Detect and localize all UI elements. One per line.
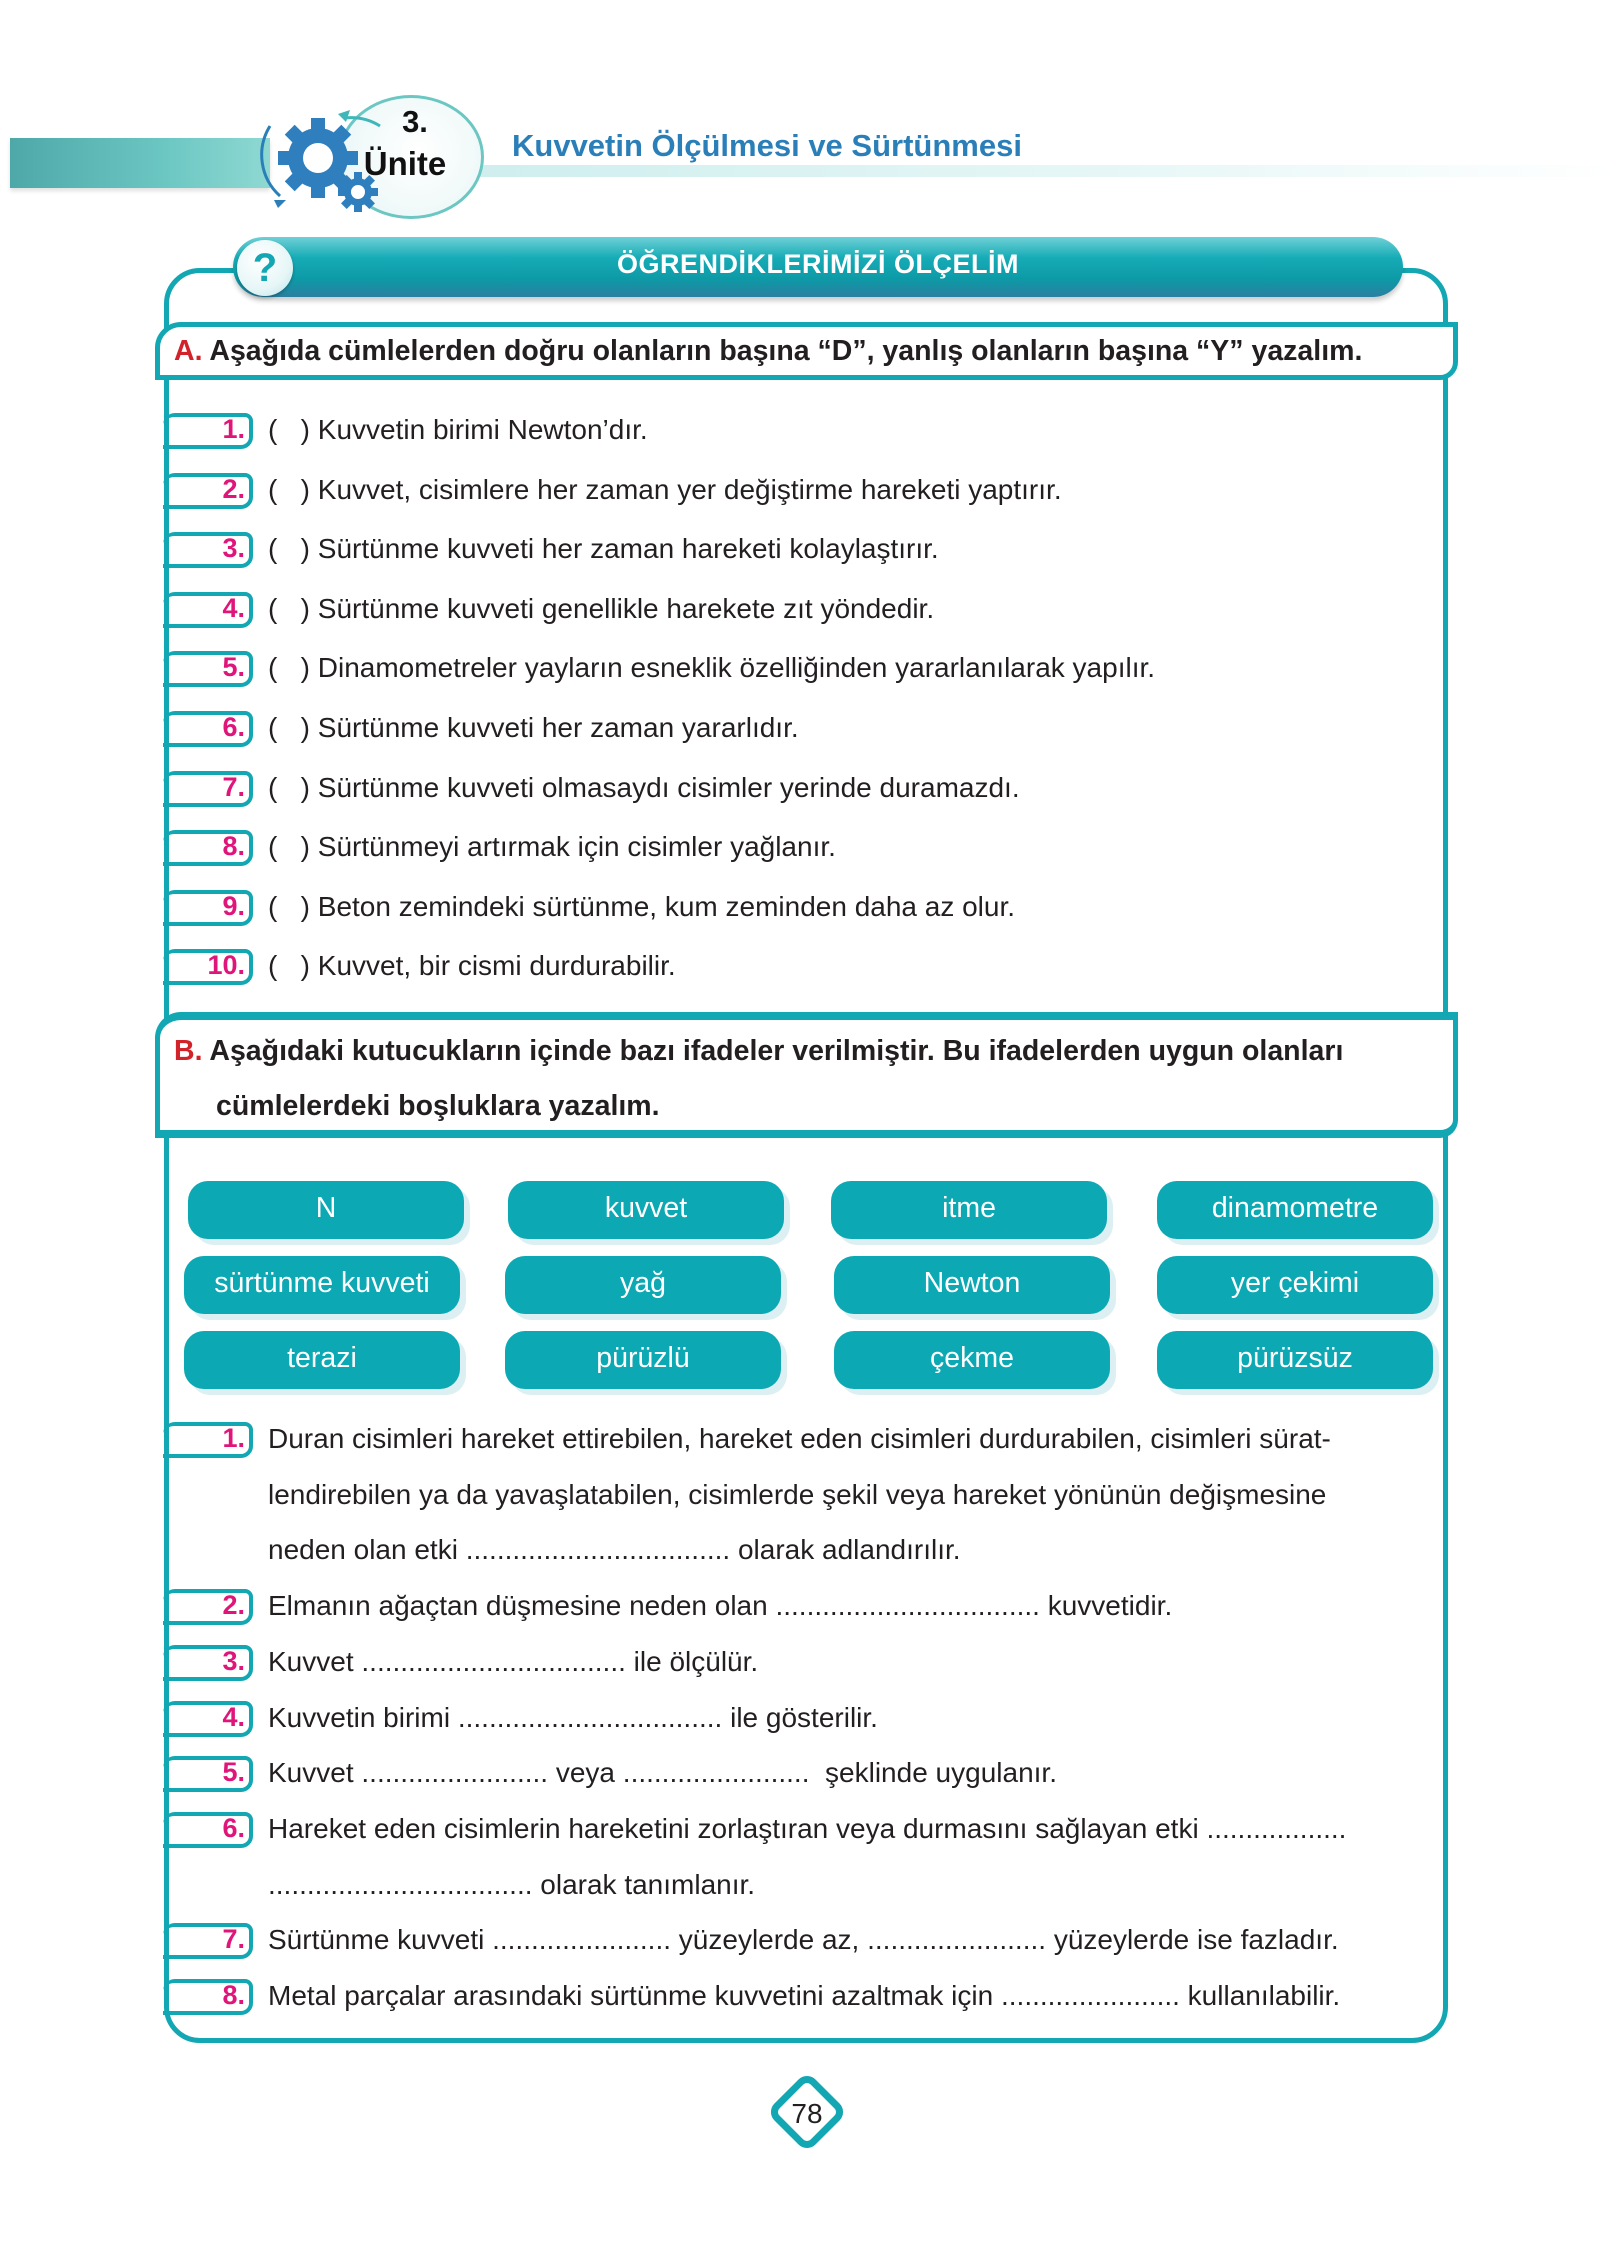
item-number: 8. [222,1980,245,2010]
word-chip: terazi [184,1331,460,1389]
word-chip: itme [831,1181,1107,1239]
fill-in-sentence: lendirebilen ya da yavaşlatabilen, cisimlerde şekil veya hareket yönünün değişmesine [268,1478,1327,1510]
item-number: 9. [222,890,245,921]
section-b-instruction-line2: cümlelerdeki boşluklara yazalım. [216,1090,660,1122]
page-number: 78 [791,2098,823,2129]
fill-in-sentence: Metal parçalar arasındaki sürtünme kuvvetini azaltmak için ....................... kullanılabilir. [268,1980,1341,2011]
fill-in-sentence: Kuvvet .................................. ile ölçülür. [268,1645,759,1677]
word-chip: çekme [834,1331,1110,1389]
true-false-statement: ( ) Sürtünme kuvveti olmasaydı cisimler yerinde duramazdı. [268,771,1020,803]
item-number: 5. [222,1757,245,1788]
word-chip: yağ [505,1256,781,1314]
true-false-statement: ( ) Beton zemindeki sürtünme, kum zeminden daha az olur. [268,890,1016,922]
true-false-statement: ( ) Sürtünme kuvveti her zaman hareketi kolaylaştırır. [268,533,939,565]
unit-title: Kuvvetin Ölçülmesi ve Sürtünmesi [512,128,1022,163]
item-number: 8. [222,831,245,862]
item-number: 1. [222,1423,245,1453]
true-false-statement: ( ) Sürtünme kuvveti her zaman yararlıdır. [268,712,799,743]
section-b-text-1: Aşağıdaki kutucukların içinde bazı ifadeler verilmiştir. Bu ifadelerden uygun olanları [209,1035,1344,1067]
fill-in-sentence: Kuvvet ........................ veya ........................ şeklinde uygulanır. [268,1757,1057,1789]
section-b-instruction-line1 [174,1035,1343,1068]
fill-in-sentence: Kuvvetin birimi .................................. ile gösterilir. [268,1701,878,1733]
question-mark-icon: ? [237,240,293,296]
item-number: 7. [222,771,245,802]
word-chip: kuvvet [508,1181,784,1239]
item-number: 4. [222,1701,245,1732]
word-chip: pürüzlü [505,1331,781,1389]
item-number: 2. [222,473,245,504]
fill-in-sentence: .................................. olarak tanımlanır. [268,1868,756,1900]
word-chip: N [188,1181,464,1239]
item-number: 7. [222,1924,245,1955]
item-number: 2. [222,1590,245,1621]
unit-number: 3. [402,104,428,139]
true-false-statement: ( ) Sürtünmeyi artırmak için cisimler yağlanır. [268,831,836,863]
section-a-text: Aşağıda cümlelerden doğru olanların başına “D”, yanlış olanların başına “Y” yazalım. [209,335,1363,367]
true-false-statement: ( ) Kuvvetin birimi Newton’dır. [268,414,648,445]
fill-in-sentence: neden olan etki .................................. olarak adlandırılır. [268,1534,961,1566]
word-chip: dinamometre [1157,1181,1433,1239]
item-number: 1. [222,414,245,444]
fill-in-sentence: Sürtünme kuvveti ....................... yüzeylerde az, ....................... yüzeylerde ise fazladır. [268,1924,1339,1956]
item-number: 10. [207,950,245,981]
item-number: 3. [222,533,245,564]
section-b-letter: B. [174,1035,203,1067]
fill-in-sentence: Elmanın ağaçtan düşmesine neden olan .................................. kuvvetidir. [268,1590,1173,1622]
word-chip: sürtünme kuvveti [184,1256,460,1314]
section-a-instruction [174,335,1362,368]
true-false-statement: ( ) Kuvvet, bir cismi durdurabilir. [268,950,676,982]
item-number: 5. [222,652,245,683]
item-number: 3. [222,1645,245,1676]
true-false-statement: ( ) Dinamometreler yayların esneklik özelliğinden yararlanılarak yapılır. [268,652,1156,684]
unit-label: Ünite [363,145,447,182]
item-number: 4. [222,592,245,623]
item-number: 6. [222,712,245,742]
fill-in-sentence: Hareket eden cisimlerin hareketini zorlaştıran veya durmasını sağlayan etki .................. [268,1812,1347,1844]
banner-title: ÖĞRENDİKLERİMİZİ ÖLÇELİM [617,249,1019,279]
word-chip: yer çekimi [1157,1256,1433,1314]
true-false-statement: ( ) Sürtünme kuvveti genellikle harekete zıt yöndedir. [268,592,935,624]
section-a-letter: A. [174,335,203,367]
unit-header-bar [10,138,270,188]
word-chip: pürüzsüz [1157,1331,1433,1389]
item-number: 6. [222,1812,245,1843]
unit-header-line [470,165,1615,177]
fill-in-sentence: Duran cisimleri hareket ettirebilen, hareket eden cisimleri durdurabilen, cisimleri sürat- [268,1423,1331,1454]
word-chip: Newton [834,1256,1110,1314]
true-false-statement: ( ) Kuvvet, cisimlere her zaman yer değiştirme hareketi yaptırır. [268,473,1062,505]
